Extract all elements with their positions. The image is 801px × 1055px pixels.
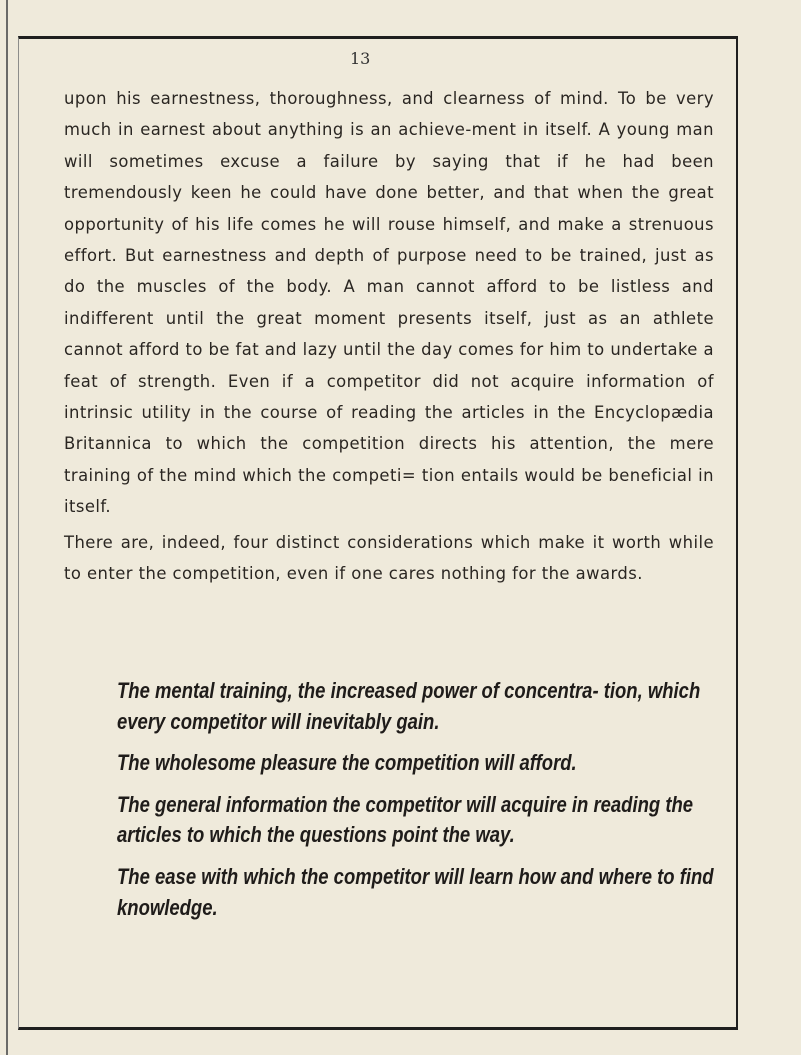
list-item: The ease with which the competitor will learn how and where to find knowledge. bbox=[117, 863, 714, 920]
list-item: The general information the competitor will acquire in reading the articles to which the questions point the way. bbox=[117, 791, 694, 848]
paragraph-earnestness: upon his earnestness, thoroughness, and clearness of mind. To be very much in earnest about anything is an achieve-ment in itself. A young man will sometimes excuse a failure by saying that if he had been tremendously keen he could have done better, and that when the great opportunity of his life comes he will rouse himself, and make a strenuous effort. But earnestness and depth of purpose need to be trained, just as do the muscles of the body. A man cannot afford to be listless and indifferent until the great moment presents itself, just as an athlete cannot afford to be fat and lazy until the day comes for him to undertake a feat of strength. Even if a competitor did not acquire information of intrinsic utility in the course of reading the articles in the Encyclopædia Britannica to which the competition directs his attention, the mere training of the mind which the competi= tion entails would be beneficial in itself. bbox=[64, 89, 714, 517]
paragraph-considerations: There are, indeed, four distinct considerations which make it worth while to enter the competition, even if one cares nothing for the awards. bbox=[64, 532, 714, 584]
list-item: The wholesome pleasure the competition will afford. bbox=[117, 750, 577, 776]
considerations-list bbox=[117, 676, 727, 934]
list-item: The mental training, the increased power of concentra- tion, which every competitor will inevitably gain. bbox=[117, 678, 701, 734]
body-text bbox=[64, 83, 714, 590]
page-number: 13 bbox=[350, 49, 371, 68]
left-margin-rule bbox=[6, 0, 8, 1055]
